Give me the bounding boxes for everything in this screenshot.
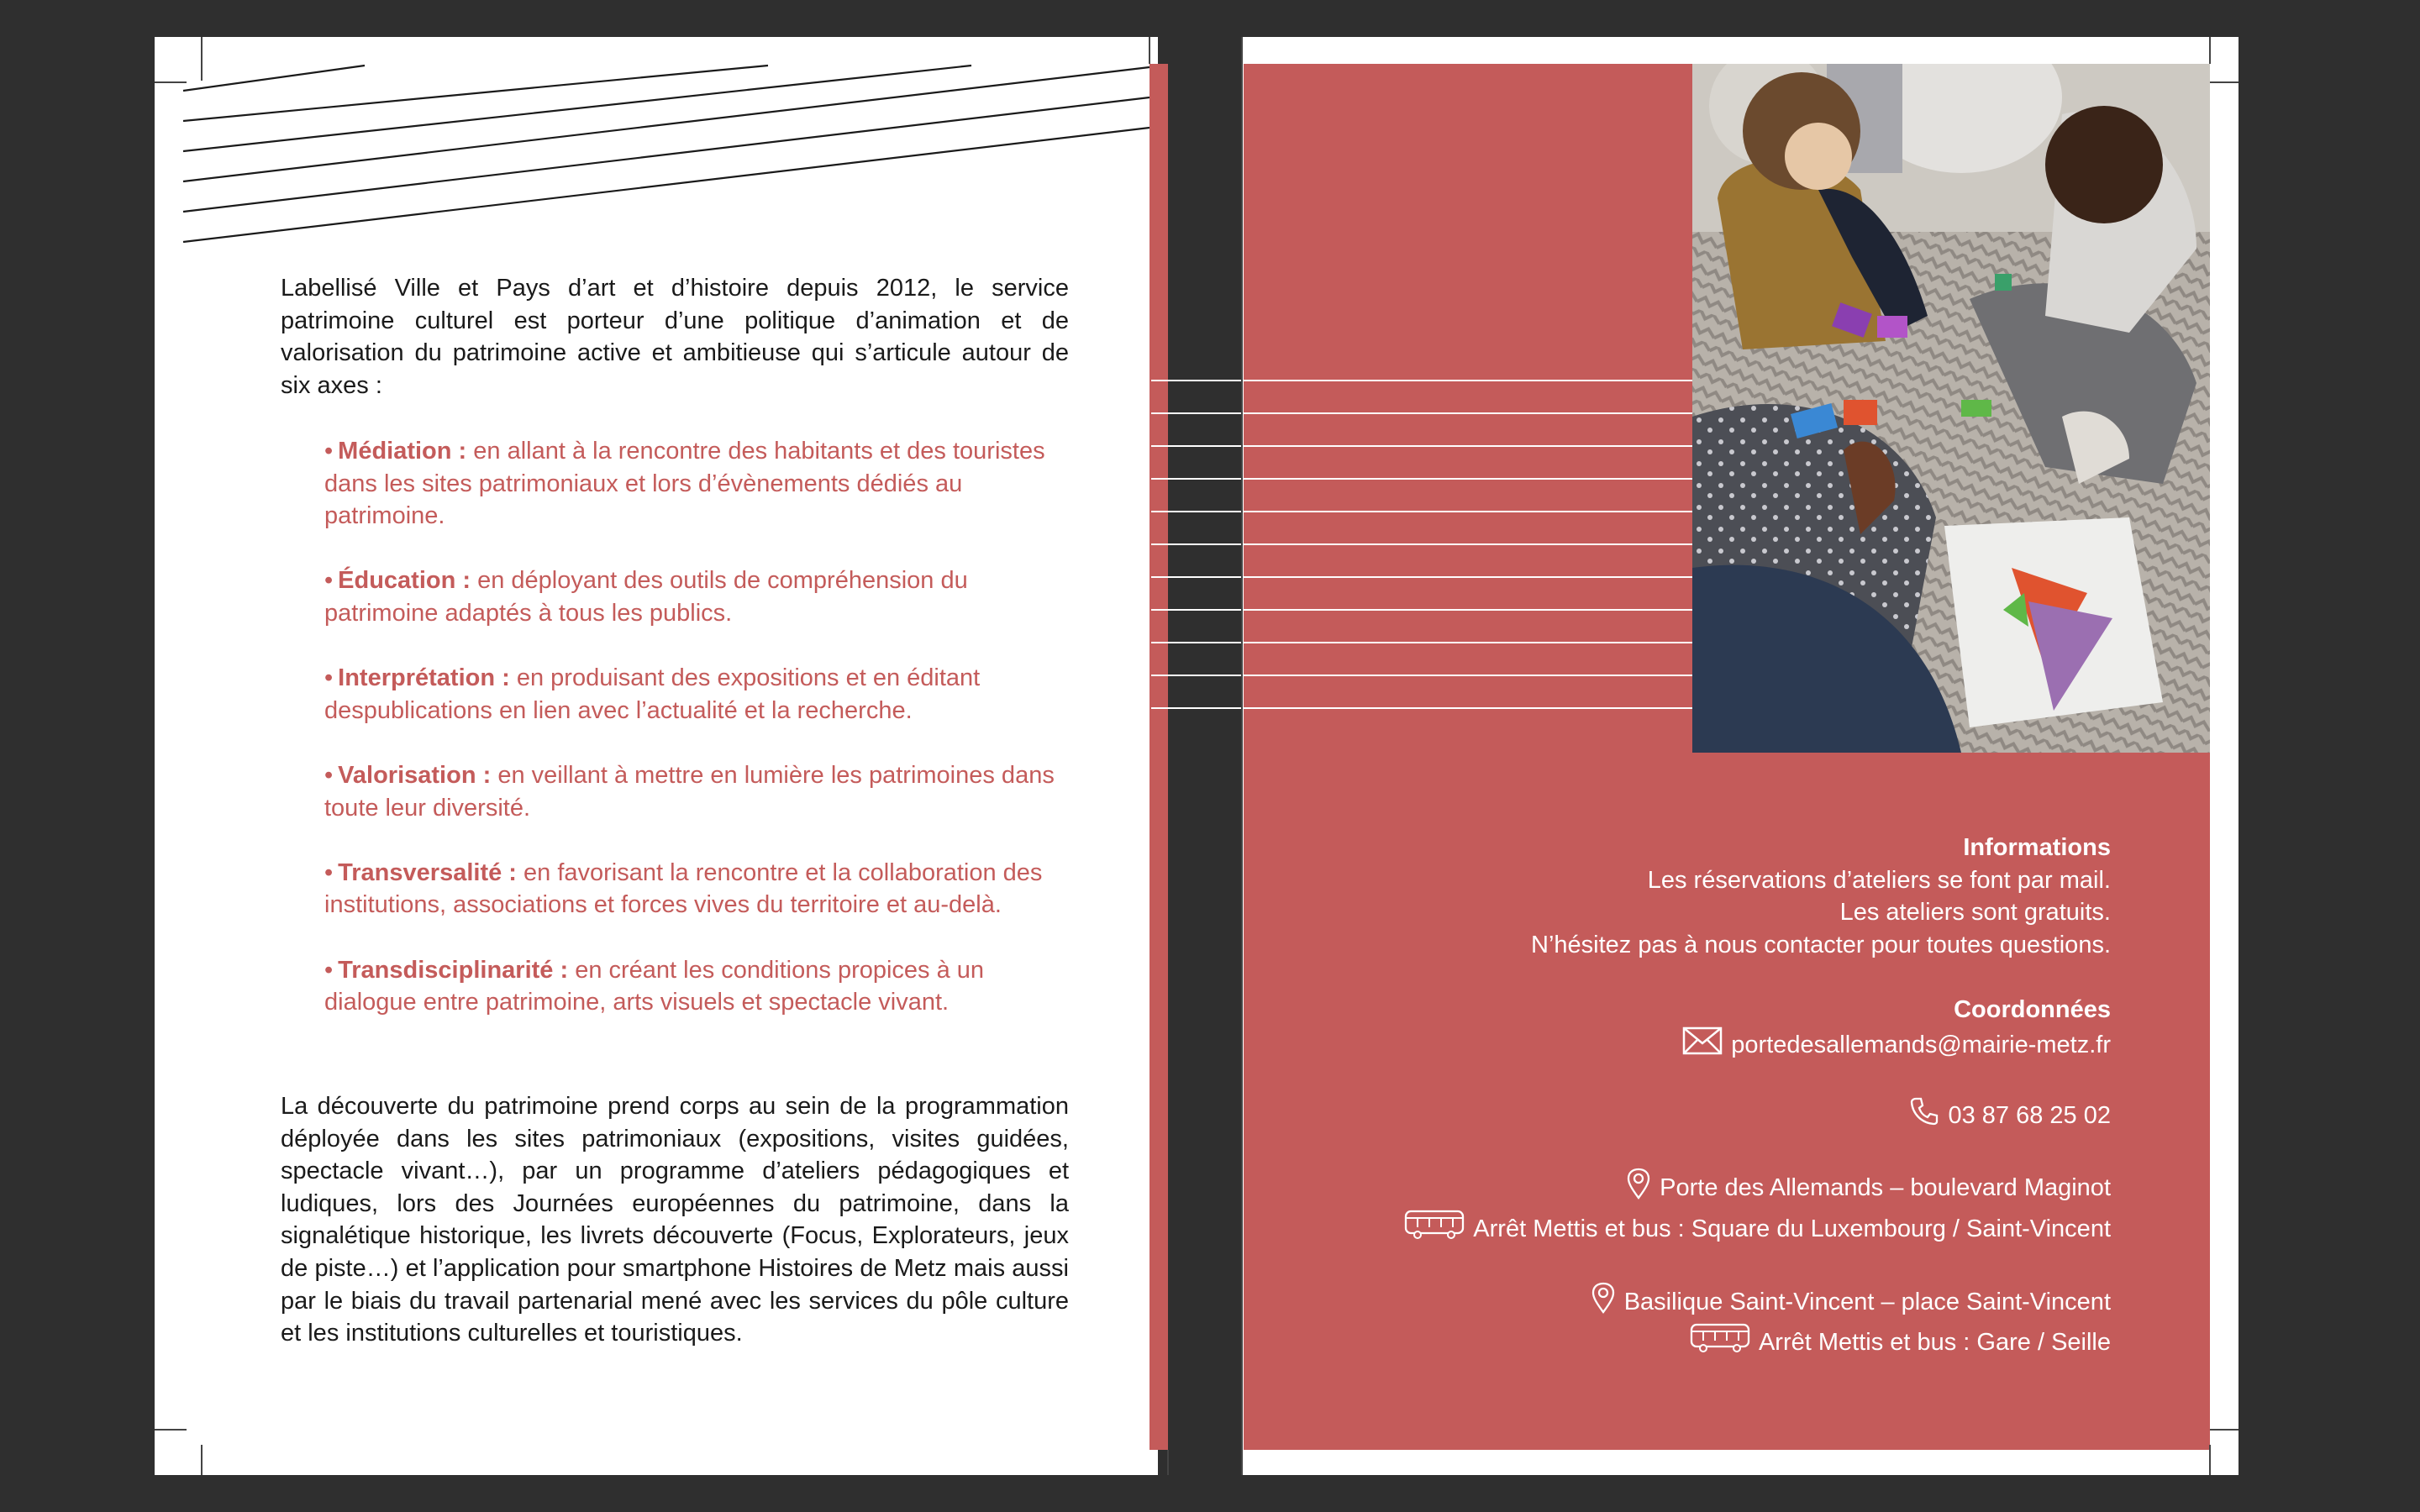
bus-icon [1404,1209,1465,1250]
info-line: Les ateliers sont gratuits. [1839,899,2111,927]
list-item: • Médiation : en allant à la rencontre des habitants et des touristes dans les sites patrimoniaux et lors d’évènements dédiés au patrimoine. [324,438,1045,530]
site1-transport-row [1270,1209,2111,1250]
envelope-icon [1682,1026,1723,1064]
informations-heading: Informations [1963,834,2111,861]
email-row [1270,1026,2111,1064]
list-item: • Transversalité : en favorisant la rencontre et la collaboration des institutions, associations et forces vives du territoire et au-delà. [324,858,1043,919]
site2-transport-row [1270,1322,2111,1363]
site1-address: Porte des Allemands – boulevard Maginot [1660,1173,2111,1201]
axis-text: en produisant des expositions et en éditant despublications en lien avec l’actualité et la recherche. [324,664,981,724]
outro-paragraph: La découverte du patrimoine prend corps au sein de la programmation déployée dans les sites patrimoniaux (expositions, visites guidées, spectacle vivant…), par un programme d’ateliers pédagogiques et ludiques, lors des Journées européennes du patrimoine, dans la signalétique historique, les livrets découverte (Focus, Explorateurs, jeux de piste…) et l’application pour smartphone Histoires de Metz mais aussi par le biais du travail partenarial mené avec les services du pôle culture et les institutions culturelles et touristiques. [281,1093,1069,1347]
site2-address-row [1270,1282,2111,1323]
axis-text: en veillant à mettre en lumière les patrimoines dans toute leur diversité. [324,761,1055,822]
list-item: • Transdisciplinarité : en créant les conditions propices à un dialogue entre patrimoine, arts visuels et spectacle vivant. [324,956,985,1016]
info-line: Les réservations d’ateliers se font par mail. [1647,866,2111,894]
list-item: • Interprétation : en produisant des expositions et en éditant despublications en lien avec l’actualité et la recherche. [324,664,981,724]
list-item: • Éducation : en déployant des outils de compréhension du patrimoine adaptés à tous les publics. [324,567,968,627]
site1-transport: Arrêt Mettis et bus : Square du Luxembourg / Saint-Vincent [1473,1215,2111,1242]
axis-term: Transdisciplinarité : [338,956,569,984]
phone-icon [1909,1096,1939,1136]
site1-address-row [1270,1168,2111,1209]
axis-text: en allant à la rencontre des habitants et des touristes dans les sites patrimoniaux et lors d’évènements dédiés au patrimoine. [324,438,1045,530]
info-line: N’hésitez pas à nous contacter pour toutes questions. [1531,931,2111,958]
site2-transport: Arrêt Mettis et bus : Gare / Seille [1758,1329,2111,1357]
map-pin-icon [1626,1168,1651,1209]
list-item: • Valorisation : en veillant à mettre en lumière les patrimoines dans toute leur diversité. [324,761,1055,822]
axis-text: en créant les conditions propices à un dialogue entre patrimoine, arts visuels et spectacle vivant. [324,956,985,1016]
intro-paragraph: Labellisé Ville et Pays d’art et d’histoire depuis 2012, le service patrimoine culturel est porteur d’une politique d’animation et de valorisation du patrimoine active et ambitieuse qui s’articule autour de six axes : [281,275,1069,399]
coordonnees-heading: Coordonnées [1954,995,2111,1023]
axis-term: Transversalité : [338,858,517,886]
phone-row [1270,1096,2111,1136]
site2-address: Basilique Saint-Vincent – place Saint-Vincent [1623,1288,2111,1315]
axis-term: Interprétation : [338,664,510,692]
axis-term: Médiation : [338,438,467,465]
map-pin-icon [1591,1282,1616,1323]
axis-term: Valorisation : [338,761,492,789]
axis-term: Éducation : [338,567,471,595]
axis-text: en favorisant la rencontre et la collaboration des institutions, associations et forces vives du territoire et au-delà. [324,858,1043,919]
email-link[interactable]: portedesallemands@mairie-metz.fr [1731,1031,2111,1058]
bus-icon [1690,1322,1750,1363]
axis-text: en déployant des outils de compréhension du patrimoine adaptés à tous les publics. [324,567,968,627]
axes-list [324,435,1072,1051]
phone-number[interactable]: 03 87 68 25 02 [1948,1101,2111,1129]
workshop-photo [1692,64,2210,753]
info-block [1270,832,2111,1363]
